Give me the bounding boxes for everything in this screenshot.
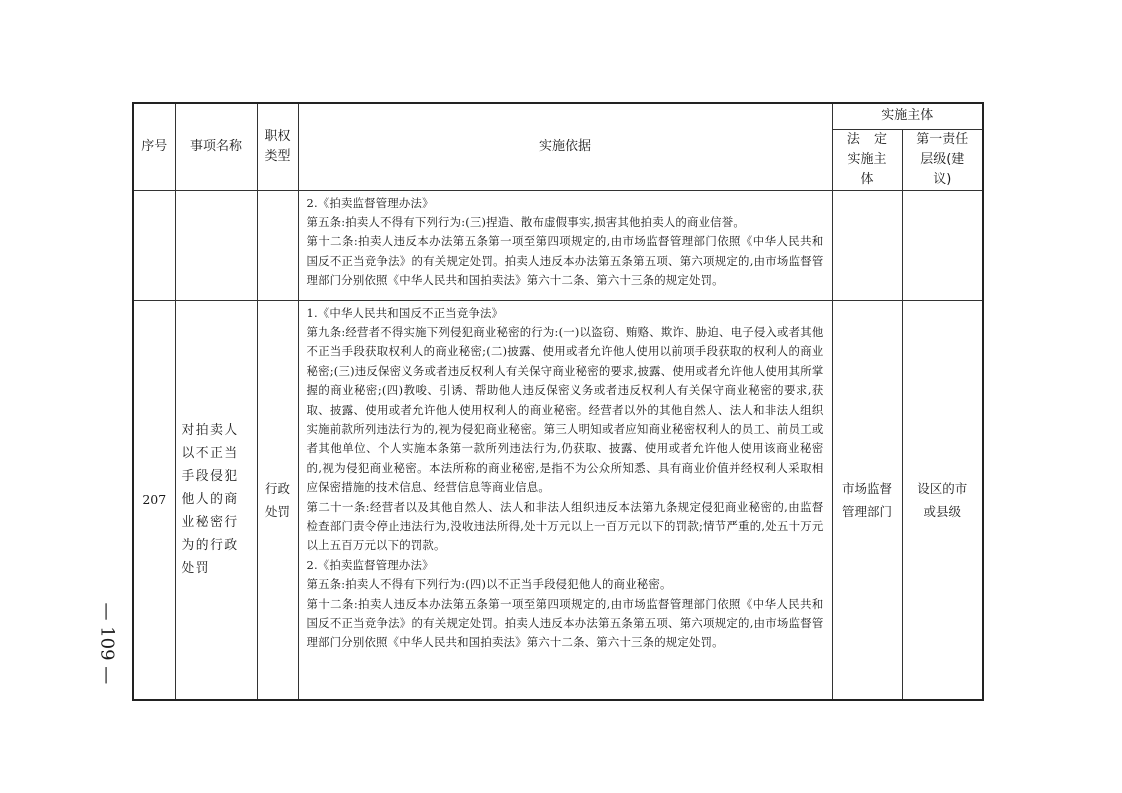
page-number (85, 600, 125, 690)
header-basis: 实施依据 (298, 103, 832, 190)
row-first-responsibility: 设区的市或县级 (902, 300, 983, 700)
basis-paragraph: 第五条:拍卖人不得有下列行为:(三)捏造、散布虚假事实,损害其他拍卖人的商业信誉。 (306, 214, 745, 229)
header-subject: 实施主体 (832, 103, 983, 129)
row-seq (133, 190, 175, 300)
header-power-type: 职权类型 (257, 103, 298, 190)
row-item-name: 对拍卖人以不正当手段侵犯他人的商业秘密行为的行政处罚 (175, 300, 257, 700)
row-item-name (175, 190, 257, 300)
basis-paragraph: 2.《拍卖监督管理办法》 (306, 195, 434, 210)
authority-table (132, 102, 984, 701)
row-basis (298, 190, 832, 300)
row-power-type: 行政处罚 (257, 300, 298, 700)
basis-paragraph: 第十二条:拍卖人违反本办法第五条第一项至第四项规定的,由市场监督管理部门依照《中华人民共和国反不正当竞争法》的有关规定处罚。拍卖人违反本办法第五条第五项、第六项规定的,由市场监督管理部门分别依照《中华人民共和国拍卖法》第六十二条、第六十三条的规定处罚。 (306, 596, 824, 650)
basis-paragraph: 第十二条:拍卖人违反本办法第五条第一项至第四项规定的,由市场监督管理部门依照《中华人民共和国反不正当竞争法》的有关规定处罚。拍卖人违反本办法第五条第五项、第六项规定的,由市场监督管理部门分别依照《中华人民共和国拍卖法》第六十二条、第六十三条的规定处罚。 (306, 234, 824, 288)
page-number-text: — 109 — (96, 602, 118, 685)
basis-paragraph: 第九条:经营者不得实施下列侵犯商业秘密的行为:(一)以盗窃、贿赂、欺诈、胁迫、电子侵入或者其他不正当手段获取权利人的商业秘密;(二)披露、使用或者允许他人使用以前项手段获取的权利人的商业秘密;(三)违反保密义务或者违反权利人有关保守商业秘密的要求,披露、使用或者允许他人使用其所掌握的商业秘密;(四)教唆、引诱、帮助他人违反保密义务或者违反权利人有关保守商业秘密的要求,获取、披露、使用或者允许他人使用权利人的商业秘密。经营者以外的其他自然人、法人和非法人组织实施前款所列违法行为的,视为侵犯商业秘密。第三人明知或者应知商业秘密权利人的员工、前员工或者其他单位、个人实施本条第一款所列违法行为,仍获取、披露、使用或者允许他人使用该商业秘密的,视为侵犯商业秘密。本法所称的商业秘密,是指不为公众所知悉、具有商业价值并经权利人采取相应保密措施的技术信息、经营信息等商业信息。 (306, 324, 824, 495)
header-seq: 序号 (133, 103, 175, 190)
row-seq: 207 (133, 300, 175, 700)
table-row (133, 190, 983, 300)
header-first-responsibility: 第一责任层级(建议) (902, 129, 983, 190)
row-power-type (257, 190, 298, 300)
basis-paragraph: 第五条:拍卖人不得有下列行为:(四)以不正当手段侵犯他人的商业秘密。 (306, 577, 672, 592)
basis-paragraph: 第二十一条:经营者以及其他自然人、法人和非法人组织违反本法第九条规定侵犯商业秘密的,由监督检查部门责令停止违法行为,没收违法所得,处十万元以上一百万元以下的罚款;情节严重的,处五十万元以上五百万元以下的罚款。 (306, 499, 824, 553)
header-legal-subject: 法 定 实施主体 (832, 129, 902, 190)
row-first-responsibility (902, 190, 983, 300)
table-row (133, 300, 983, 700)
row-legal-subject: 市场监督管理部门 (832, 300, 902, 700)
header-row-1 (133, 103, 983, 129)
row-basis (298, 300, 832, 700)
basis-paragraph: 2.《拍卖监督管理办法》 (306, 557, 434, 572)
header-item-name: 事项名称 (175, 103, 257, 190)
row-legal-subject (832, 190, 902, 300)
basis-paragraph: 1.《中华人民共和国反不正当竞争法》 (306, 305, 504, 320)
